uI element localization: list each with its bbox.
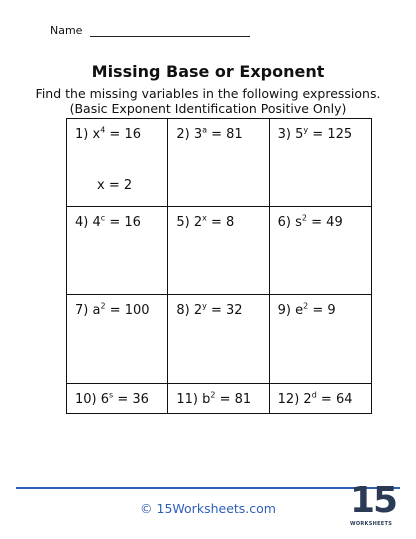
- problem-base: 5: [295, 127, 304, 142]
- instructions: [0, 86, 416, 116]
- problem-rhs: = 100: [109, 303, 150, 318]
- problem-expression: [278, 127, 352, 142]
- problem-answer: x = 2: [97, 178, 133, 193]
- problem-number: 11): [176, 392, 198, 407]
- problem-rhs: = 9: [312, 303, 336, 318]
- problem-number: 6): [277, 215, 291, 230]
- problem-number: 10): [75, 392, 97, 407]
- problem-exponent: 2: [303, 301, 309, 311]
- problem-rhs: = 125: [312, 127, 353, 142]
- problem-expression: [75, 392, 149, 407]
- footer-divider: [16, 487, 400, 489]
- problem-number: 12): [277, 392, 300, 407]
- problem-expression: [176, 303, 242, 318]
- problem-base: x: [92, 127, 101, 142]
- problem-cell[interactable]: [67, 384, 168, 413]
- problem-base: 2: [193, 215, 203, 230]
- instructions-line-2: (Basic Exponent Identification Positive Only): [69, 101, 347, 116]
- problem-expression: [176, 392, 251, 407]
- problem-exponent: y: [202, 301, 207, 311]
- problem-exponent: y: [303, 125, 309, 135]
- problem-exponent: 2: [301, 213, 308, 223]
- problem-number: 8): [176, 303, 190, 318]
- worksheets-logo: [350, 480, 397, 533]
- problem-base: 3: [193, 127, 203, 142]
- problem-cell[interactable]: [270, 119, 371, 207]
- problem-exponent: c: [100, 213, 106, 223]
- problem-exponent: 4: [100, 125, 106, 135]
- problem-cell[interactable]: [67, 119, 168, 207]
- problem-rhs: = 36: [117, 392, 149, 407]
- copyright-link[interactable]: © 15Worksheets.com: [140, 501, 276, 516]
- problem-expression: [75, 303, 150, 318]
- problem-exponent: 2: [210, 390, 216, 400]
- problem-expression: [278, 392, 353, 407]
- problem-rhs: = 81: [211, 127, 243, 142]
- problem-expression: [176, 127, 242, 142]
- worksheet-title: Missing Base or Exponent: [91, 62, 325, 81]
- problem-base: 2: [193, 303, 203, 318]
- problem-exponent: d: [311, 390, 317, 400]
- problem-cell[interactable]: [270, 207, 371, 295]
- problem-exponent: x: [202, 213, 207, 223]
- problem-rhs: = 16: [109, 127, 141, 142]
- problem-cell[interactable]: [168, 119, 269, 207]
- problem-cell[interactable]: [270, 295, 371, 384]
- problem-number: 4): [75, 215, 89, 230]
- problem-cell[interactable]: [270, 384, 371, 413]
- name-label: Name: [50, 24, 83, 37]
- problem-rhs: = 49: [311, 215, 343, 230]
- problem-number: 9): [277, 303, 291, 318]
- problem-expression: [176, 215, 234, 230]
- problem-base: a: [92, 303, 101, 318]
- problem-exponent: s: [109, 390, 114, 400]
- problem-base: e: [295, 303, 304, 318]
- problem-rhs: = 32: [210, 303, 243, 318]
- logo-wordmark: WORKSHEETS: [350, 521, 393, 527]
- name-blank-line[interactable]: [90, 26, 250, 37]
- problem-number: 2): [176, 127, 190, 142]
- problem-number: 7): [75, 303, 89, 318]
- problem-grid: [66, 118, 372, 414]
- problem-base: s: [295, 215, 302, 230]
- problem-base: 2: [303, 392, 312, 407]
- logo-number: 15: [350, 480, 397, 521]
- problem-expression: [75, 215, 141, 230]
- problem-expression: [278, 215, 343, 230]
- name-field: [50, 24, 250, 37]
- instructions-line-1: Find the missing variables in the following expressions.: [35, 86, 381, 101]
- problem-cell[interactable]: [168, 207, 269, 295]
- problem-expression: [278, 303, 336, 318]
- problem-rhs: = 64: [320, 392, 353, 407]
- problem-cell[interactable]: [67, 295, 168, 384]
- problem-cell[interactable]: [67, 207, 168, 295]
- problem-number: 5): [176, 215, 190, 230]
- problem-base: 4: [92, 215, 101, 230]
- problem-rhs: = 16: [109, 215, 141, 230]
- problem-cell[interactable]: [168, 384, 269, 413]
- problem-base: 6: [100, 392, 110, 407]
- problem-exponent: a: [202, 125, 207, 135]
- problem-expression: [75, 127, 141, 142]
- problem-exponent: 2: [100, 301, 106, 311]
- problem-rhs: = 8: [210, 215, 235, 230]
- problem-number: 3): [277, 127, 291, 142]
- problem-number: 1): [75, 127, 89, 142]
- problem-base: b: [202, 392, 211, 407]
- problem-cell[interactable]: [168, 295, 269, 384]
- problem-rhs: = 81: [219, 392, 252, 407]
